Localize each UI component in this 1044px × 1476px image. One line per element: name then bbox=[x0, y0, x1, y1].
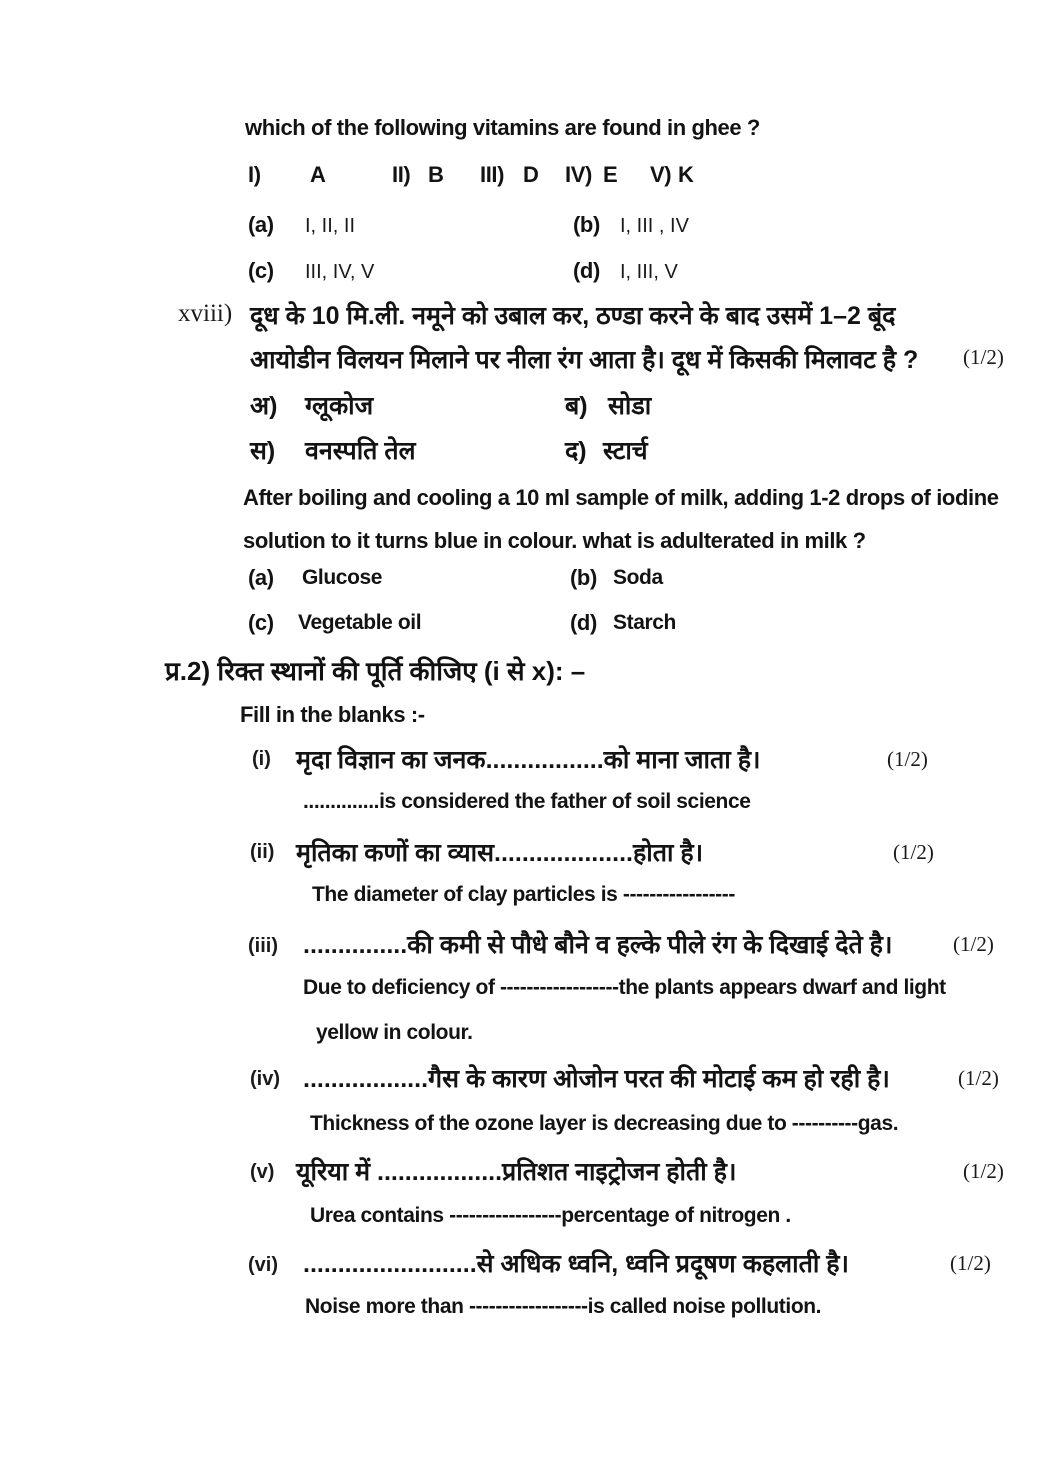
fill-blank-english: ..............is considered the father of soil science bbox=[303, 790, 751, 813]
fill-blank-english: Due to deficiency of ------------------the plants appears dwarf and light bbox=[303, 976, 946, 999]
fill-blank-english: Urea contains -----------------percentage of nitrogen . bbox=[310, 1204, 791, 1227]
fill-blank-hindi: ...............की कमी से पौधे बौने व हल्के पीले रंग के दिखाई देते है। bbox=[303, 931, 893, 959]
roman-option-label: V) bbox=[650, 162, 672, 187]
roman-option-value: B bbox=[428, 162, 444, 187]
section-q2-heading-english: Fill in the blanks :- bbox=[240, 702, 425, 727]
roman-option-value: K bbox=[678, 162, 694, 187]
choice-text: Glucose bbox=[302, 566, 383, 589]
hindi-choice-label: अ) bbox=[250, 392, 278, 420]
choice-text: I, III, V bbox=[620, 261, 678, 283]
roman-option-value: E bbox=[603, 162, 618, 187]
fill-blank-number: (iv) bbox=[250, 1068, 280, 1090]
choice-label: (d) bbox=[570, 610, 597, 635]
fill-blank-hindi: मृदा विज्ञान का जनक.................को माना जाता है। bbox=[296, 746, 761, 774]
fill-blank-english: Thickness of the ozone layer is decreasing due to ----------gas. bbox=[310, 1112, 899, 1135]
fill-blank-english-cont: yellow in colour. bbox=[316, 1021, 473, 1044]
hindi-choice-text: सोडा bbox=[608, 392, 652, 420]
fill-blank-number: (i) bbox=[252, 748, 271, 770]
fill-blank-hindi: ..................गैस के कारण ओजोन परत की मोटाई कम हो रही है। bbox=[303, 1065, 890, 1093]
hindi-choice-text: ग्लूकोज bbox=[305, 392, 374, 420]
fill-blank-number: (v) bbox=[250, 1161, 275, 1183]
q18-english-line2: solution to it turns blue in colour. what is adulterated in milk ? bbox=[243, 528, 866, 553]
q18-english-line1: After boiling and cooling a 10 ml sample of milk, adding 1-2 drops of iodine bbox=[243, 485, 999, 510]
fill-blank-marks: (1/2) bbox=[958, 1066, 999, 1090]
choice-text: Soda bbox=[613, 566, 663, 589]
fill-blank-number: (iii) bbox=[248, 935, 278, 957]
fill-blank-number: (vi) bbox=[248, 1254, 278, 1276]
fill-blank-english: Noise more than ------------------is called noise pollution. bbox=[305, 1295, 822, 1318]
fill-blank-marks: (1/2) bbox=[893, 840, 934, 864]
roman-option-value: A bbox=[310, 162, 326, 187]
choice-text: Vegetable oil bbox=[298, 611, 422, 634]
choice-label: (c) bbox=[248, 258, 274, 283]
q18-marks: (1/2) bbox=[963, 345, 1004, 369]
q18-hindi-line1: दूध के 10 मि.ली. नमूने को उबाल कर, ठण्डा करने के बाद उसमें 1–2 बूंद bbox=[250, 302, 896, 330]
choice-label: (a) bbox=[248, 565, 274, 590]
question-number-xviii: xviii) bbox=[178, 300, 233, 327]
hindi-choice-text: स्टार्च bbox=[603, 437, 648, 465]
hindi-choice-text: वनस्पति तेल bbox=[305, 437, 416, 465]
choice-label: (c) bbox=[248, 610, 274, 635]
hindi-choice-label: द) bbox=[565, 437, 587, 465]
choice-text: III, IV, V bbox=[305, 261, 375, 283]
hindi-choice-label: ब) bbox=[565, 392, 588, 420]
fill-blank-marks: (1/2) bbox=[953, 932, 994, 956]
fill-blank-marks: (1/2) bbox=[950, 1251, 991, 1275]
roman-option-value: D bbox=[523, 162, 539, 187]
q18-hindi-line2: आयोडीन विलयन मिलाने पर नीला रंग आता है। दूध में किसकी मिलावट है ? bbox=[250, 346, 919, 374]
fill-blank-number: (ii) bbox=[250, 841, 275, 863]
choice-label: (d) bbox=[573, 258, 600, 283]
hindi-choice-label: स) bbox=[250, 437, 276, 465]
choice-label: (b) bbox=[570, 565, 597, 590]
fill-blank-marks: (1/2) bbox=[887, 747, 928, 771]
fill-blank-marks: (1/2) bbox=[963, 1159, 1004, 1183]
fill-blank-hindi: .........................से अधिक ध्वनि, ध्वनि प्रदूषण कहलाती है। bbox=[303, 1250, 850, 1278]
choice-text: I, II, II bbox=[305, 215, 356, 237]
vitamins-question: which of the following vitamins are found in ghee ? bbox=[245, 115, 760, 140]
choice-label: (b) bbox=[573, 212, 600, 237]
roman-option-label: III) bbox=[480, 162, 505, 187]
roman-option-label: II) bbox=[392, 162, 411, 187]
fill-blank-hindi: मृतिका कणों का व्यास....................होता है। bbox=[296, 839, 704, 867]
fill-blank-english: The diameter of clay particles is ----------------- bbox=[312, 883, 735, 906]
fill-blank-hindi: यूरिया में ..................प्रतिशत नाइट्रोजन होती है। bbox=[296, 1158, 737, 1186]
roman-option-label: IV) bbox=[565, 162, 592, 187]
choice-text: I, III , IV bbox=[620, 215, 689, 237]
choice-label: (a) bbox=[248, 212, 274, 237]
roman-option-label: I) bbox=[248, 162, 261, 187]
choice-text: Starch bbox=[613, 611, 676, 634]
section-q2-heading-hindi: प्र.2) रिक्त स्थानों की पूर्ति कीजिए (i से x): – bbox=[165, 656, 586, 686]
